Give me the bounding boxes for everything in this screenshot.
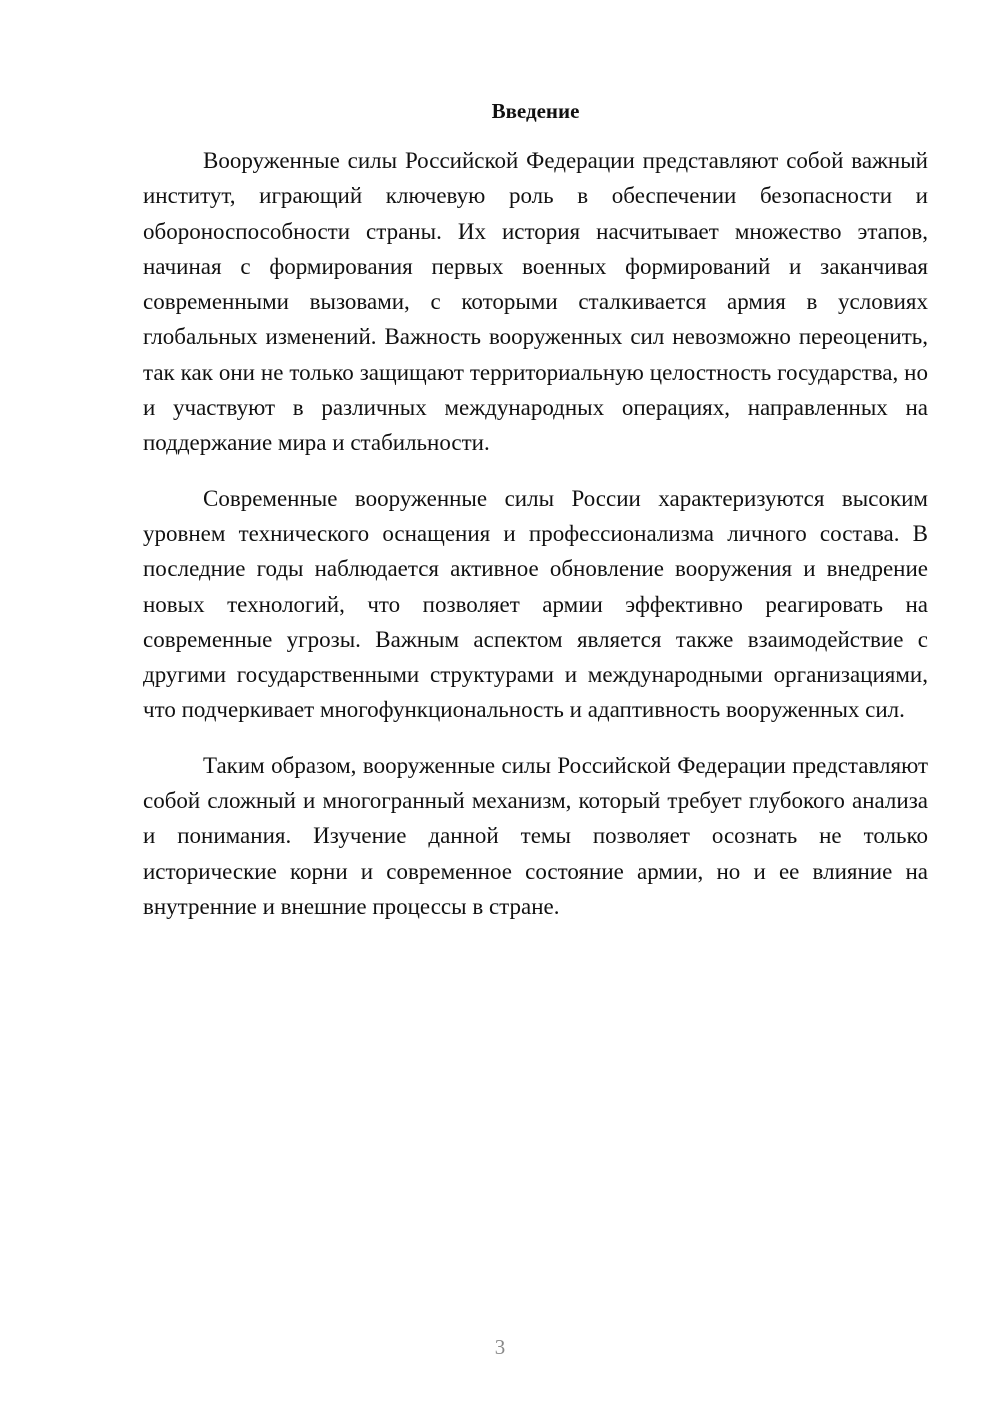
paragraph-1: Вооруженные силы Российской Федерации представляют собой важный институт, играющий ключевую роль в обеспечении безопасности и обороноспособности страны. Их история насчитывает множество этапов, начиная с формирования первых военных формирований и заканчивая современными вызовами, с которыми сталкивается армия в условиях глобальных изменений. Важность вооруженных сил невозможно переоценить, так как они не только защищают территориальную целостность государства, но и участвуют в различных международных операциях, направленных на поддержание мира и стабильности. — [143, 148, 928, 456]
section-heading: Введение — [491, 99, 580, 123]
page-number: 3 — [494, 1335, 506, 1359]
paragraph-3: Таким образом, вооруженные силы Российской Федерации представляют собой сложный и многогранный механизм, который требует глубокого анализа и понимания. Изучение данной темы позволяет осознать не только исторические корни и современное состояние армии, но и ее влияние на внутренние и внешние процессы в стране. — [143, 752, 928, 919]
paragraph-2: Современные вооруженные силы России характеризуются высоким уровнем технического оснащения и профессионализма личного состава. В последние годы наблюдается активное обновление вооружения и внедрение новых технологий, что позволяет армии эффективно реагировать на современные угрозы. Важным аспектом является также взаимодействие с другими государственными структурами и международными организациями, что подчеркивает многофункциональность и адаптивность вооруженных сил. — [143, 485, 928, 723]
body-text — [143, 143, 928, 944]
